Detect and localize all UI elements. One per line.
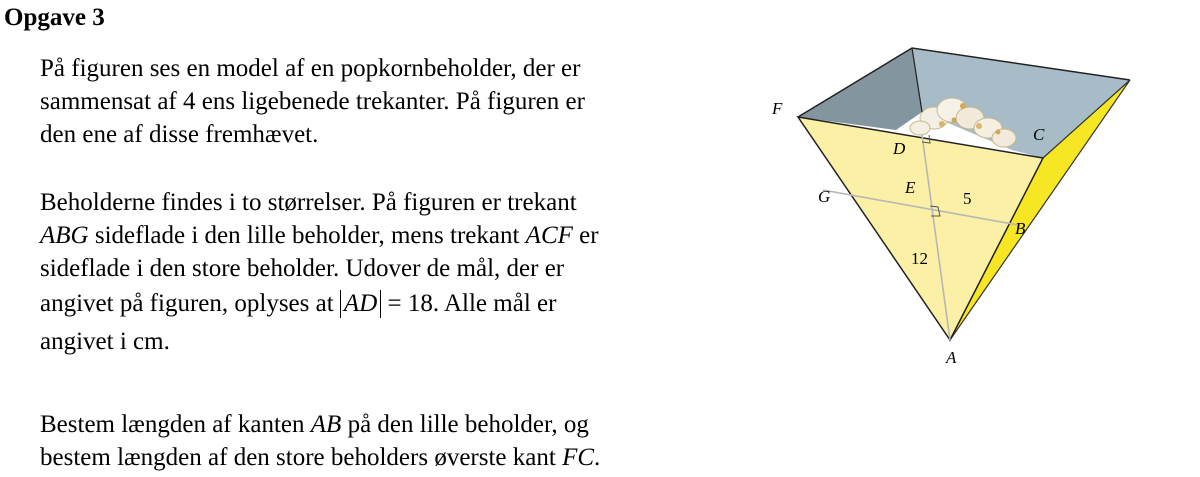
info-line-2-end: er bbox=[572, 222, 599, 249]
info-line-4-text: angivet på figuren, oplyses at bbox=[40, 290, 340, 317]
info-line-3: sideflade i den store beholder. Udover de mål, der er bbox=[40, 255, 565, 282]
intro-paragraph bbox=[40, 52, 740, 151]
info-line-5: angivet i cm. bbox=[40, 328, 170, 355]
intro-line-1: På figuren ses en model af en popkornbeholder, der er bbox=[40, 55, 581, 82]
popcorn-container-figure bbox=[760, 38, 1170, 378]
task-title: Opgave 3 bbox=[4, 4, 105, 31]
label-e: E bbox=[905, 178, 916, 197]
info-line-2 bbox=[40, 219, 740, 252]
edge-ab: AB bbox=[310, 411, 342, 438]
info-line-4-end: . Alle mål er bbox=[432, 290, 557, 317]
abs-ad: AD bbox=[340, 290, 381, 318]
label-d: D bbox=[893, 139, 906, 158]
label-c: C bbox=[1033, 125, 1045, 144]
question-line-2-end: . bbox=[594, 444, 601, 471]
info-line-1: Beholderne findes i to størrelser. På figuren er trekant bbox=[40, 189, 577, 216]
label-b: B bbox=[1015, 219, 1026, 238]
length-5: 5 bbox=[963, 189, 972, 208]
back-left-wall bbox=[798, 48, 922, 130]
length-12: 12 bbox=[911, 249, 928, 268]
question-line-1-end: på den lille beholder, og bbox=[341, 411, 589, 438]
edge-fc: FC bbox=[562, 444, 595, 471]
info-paragraph bbox=[40, 186, 740, 358]
label-f: F bbox=[772, 99, 783, 118]
intro-line-2: sammensat af 4 ens ligebenede trekanter. På figuren er bbox=[40, 88, 585, 115]
triangle-acf: ACF bbox=[525, 222, 573, 249]
question-line-2-text: bestem længden af den store beholders øverste kant bbox=[40, 444, 563, 471]
front-face-acf bbox=[798, 117, 1043, 340]
intro-line-3: den ene af disse fremhævet. bbox=[40, 121, 319, 148]
equation-value: = 18 bbox=[381, 290, 433, 317]
question-line-1 bbox=[40, 408, 740, 441]
question-line-2 bbox=[40, 441, 740, 474]
triangle-abg: ABG bbox=[40, 222, 89, 249]
info-line-4 bbox=[40, 281, 740, 327]
question-paragraph bbox=[40, 408, 740, 474]
label-a: A bbox=[946, 348, 957, 367]
info-line-2-text: sideflade i den lille beholder, mens trekant bbox=[88, 222, 526, 249]
label-g: G bbox=[818, 187, 831, 206]
question-line-1-text: Bestem længden af kanten bbox=[40, 411, 311, 438]
